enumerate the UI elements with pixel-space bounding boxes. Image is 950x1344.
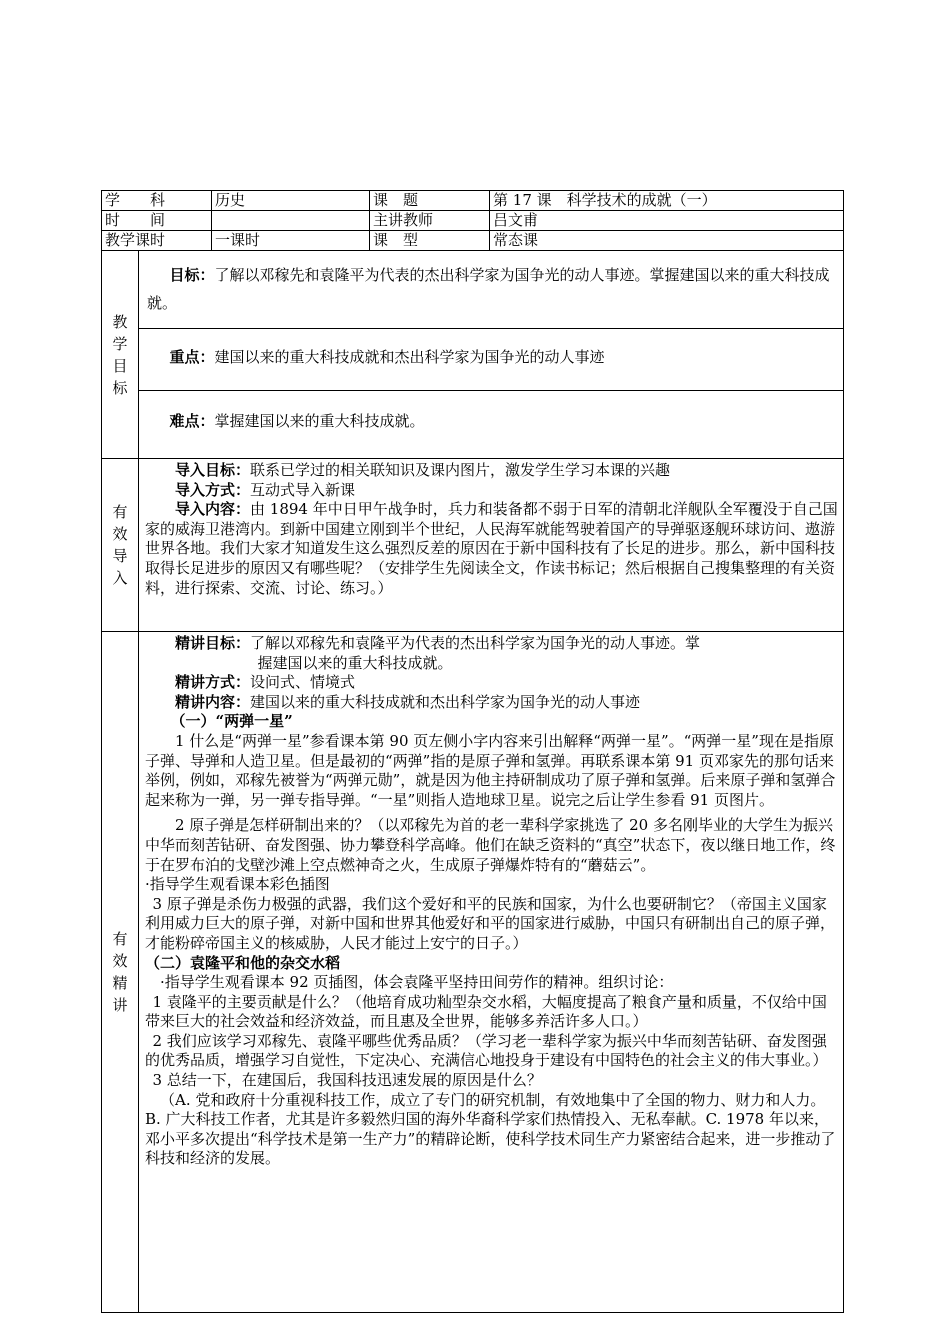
header-row-time — [102, 211, 844, 231]
goal-difficulty-cell — [139, 391, 844, 459]
intro-content-label: 导入内容： — [175, 500, 251, 519]
hours-label: 教学课时 — [102, 231, 212, 251]
part1-title: （一）“两弹一星” — [170, 712, 293, 731]
type-value: 常态课 — [490, 231, 844, 251]
lecture-goal-text-1: 了解以邓稼先和袁隆平为代表的杰出科学家为国争光的动人事迹。掌 — [250, 634, 701, 652]
lecture-para-2b: ·指导学生观看课本彩色插图 — [145, 875, 330, 894]
teacher-label: 主讲教师 — [370, 211, 490, 231]
lecture-section-label: 有效精讲 — [102, 632, 139, 1313]
intro-goal-label: 导入目标： — [175, 461, 251, 479]
goal-difficulty-text: 掌握建国以来的重大科技成就。 — [214, 412, 425, 430]
goal-target-cell — [139, 251, 844, 329]
lecture-para-1: 1 什么是“两弹一星”参看课本第 90 页左侧小字内容来引出解释“两弹一星”。“两弹一星”现在是指原子弹、导弹和人造卫星。但是最初的“两弹”指的是原子弹和氢弹。再联系课本第 91 页邓家先的那句话来举例，例如，邓稼先被誉为“两弹元勋”，就是因为他主持研制成功了原子弹和氢弹。后来原子弹和氢弹合起来称为一弹，另一弹专指导弹。“一星”则指人造地球卫星。说完之后让学生参看 91 页图片。 — [145, 731, 836, 809]
lecture-para-2: 2 原子弹是怎样研制出来的？（以邓稼先为首的老一辈科学家挑选了 20 多名刚毕业的大学生为振兴中华而刻苦钻研、奋发图强、协力攀登科学高峰。他们在缺乏资料的“真空”状态下，夜以继日地工作，终于在罗布泊的戈壁沙滩上空点燃神奇之火，生成原子弹爆炸特有的“蘑菇云”。 — [145, 816, 836, 874]
goal-key-label: 重点： — [169, 348, 215, 366]
lecture-row — [102, 632, 844, 1313]
lecture-content-label: 精讲内容： — [175, 692, 251, 711]
goals-row-target — [102, 251, 844, 329]
intro-goal-text: 联系已学过的相关联知识及课内图片，激发学生学习本课的兴趣 — [250, 461, 671, 479]
lecture-para-5: 1 袁隆平的主要贡献是什么？（他培育成功籼型杂交水稻，大幅度提高了粮食产量和质量，不仅给中国带来巨大的社会效益和经济效益，而且惠及全世界，能够多养活许多人口。） — [145, 992, 827, 1031]
lecture-para-4: ·指导学生观看课本 92 页插图，体会袁隆平坚持田间劳作的精神。组织讨论： — [160, 973, 674, 992]
time-label: 时 间 — [102, 211, 212, 231]
subject-label: 学 科 — [102, 191, 212, 211]
intro-row — [102, 459, 844, 632]
type-label: 课 型 — [370, 231, 490, 251]
lecture-para-3: 3 原子弹是杀伤力极强的武器，我们这个爱好和平的民族和国家，为什么也要研制它？（帝国主义国家利用威力巨大的原子弹，对新中国和世界其他爱好和平的国家进行威胁，中国只有研制出自己的原子弹，才能粉碎帝国主义的核威胁，人民才能过上安宁的日子。） — [145, 894, 836, 952]
goals-row-difficulty — [102, 391, 844, 459]
lecture-para-7: 3 总结一下，在建国后，我国科技迅速发展的原因是什么？ — [152, 1071, 542, 1090]
teacher-value: 吕文甫 — [490, 211, 844, 231]
goal-target-label: 目标： — [169, 266, 215, 284]
hours-value: 一课时 — [212, 231, 370, 251]
subject-value: 历史 — [212, 191, 370, 211]
goals-section-label: 教学目标 — [102, 251, 139, 459]
time-value — [212, 211, 370, 231]
lesson-plan-table — [101, 190, 844, 1313]
intro-method-text: 互动式导入新课 — [250, 480, 356, 499]
lecture-goal-label: 精讲目标： — [175, 634, 251, 652]
topic-label: 课 题 — [370, 191, 490, 211]
header-row-subject — [102, 191, 844, 211]
goal-key-text: 建国以来的重大科技成就和杰出科学家为国争光的动人事迹 — [214, 348, 605, 366]
lecture-method-label: 精讲方式： — [175, 673, 251, 692]
topic-value: 第 17 课 科学技术的成就（一） — [490, 191, 844, 211]
lecture-content-text: 建国以来的重大科技成就和杰出科学家为国争光的动人事迹 — [250, 692, 641, 711]
lecture-method-text: 设问式、情境式 — [250, 673, 356, 692]
goals-row-key — [102, 329, 844, 391]
intro-cell — [139, 459, 844, 632]
intro-method-label: 导入方式： — [175, 480, 251, 499]
intro-content-text: 由 1894 年中日甲午战争时，兵力和装备都不弱于日军的清朝北洋舰队全军覆没于自己国家的威海卫港湾内。到新中国建立刚到半个世纪，人民海军就能驾驶着国产的导弹驱逐舰环球访问、遨游世界各地。我们大家才知道发生这么强烈反差的原因在于新中国科技有了长足的进步。那么，新中国科技取得长足进步的原因又有哪些呢？（安排学生先阅读全文，作读书标记；然后根据自己搜集整理的有关资料，进行探索、交流、讨论、练习。） — [145, 500, 838, 597]
lecture-goal-text-2: 握建国以来的重大科技成就。 — [257, 653, 453, 672]
goal-difficulty-label: 难点： — [169, 412, 215, 430]
lecture-cell — [139, 632, 844, 1313]
part2-title: （二）袁隆平和他的杂交水稻 — [145, 953, 341, 972]
lecture-para-6: 2 我们应该学习邓稼先、袁隆平哪些优秀品质？（学习老一辈科学家为振兴中华而刻苦钻研、奋发图强的优秀品质，增强学习自觉性，下定决心、充满信心地投身于建设有中国特色的社会主义的伟大事业。） — [145, 1031, 828, 1070]
goal-target-text: 了解以邓稼先和袁隆平为代表的杰出科学家为国争光的动人事迹。掌握建国以来的重大科技成就。 — [147, 266, 830, 312]
lecture-para-8: （A. 党和政府十分重视科技工作，成立了专门的研究机制，有效地集中了全国的物力、财力和人力。B. 广大科技工作者，尤其是许多毅然归国的海外华裔科学家们热情投入、无私奉献。C. 1978 年以来，邓小平多次提出“科学技术是第一生产力”的精辟论断，使科学技术同生产力紧密结合起来，进一步推动了科技和经济的发展。 — [145, 1090, 836, 1168]
intro-section-label: 有效导入 — [102, 459, 139, 632]
goal-key-cell — [139, 329, 844, 391]
header-row-hours — [102, 231, 844, 251]
